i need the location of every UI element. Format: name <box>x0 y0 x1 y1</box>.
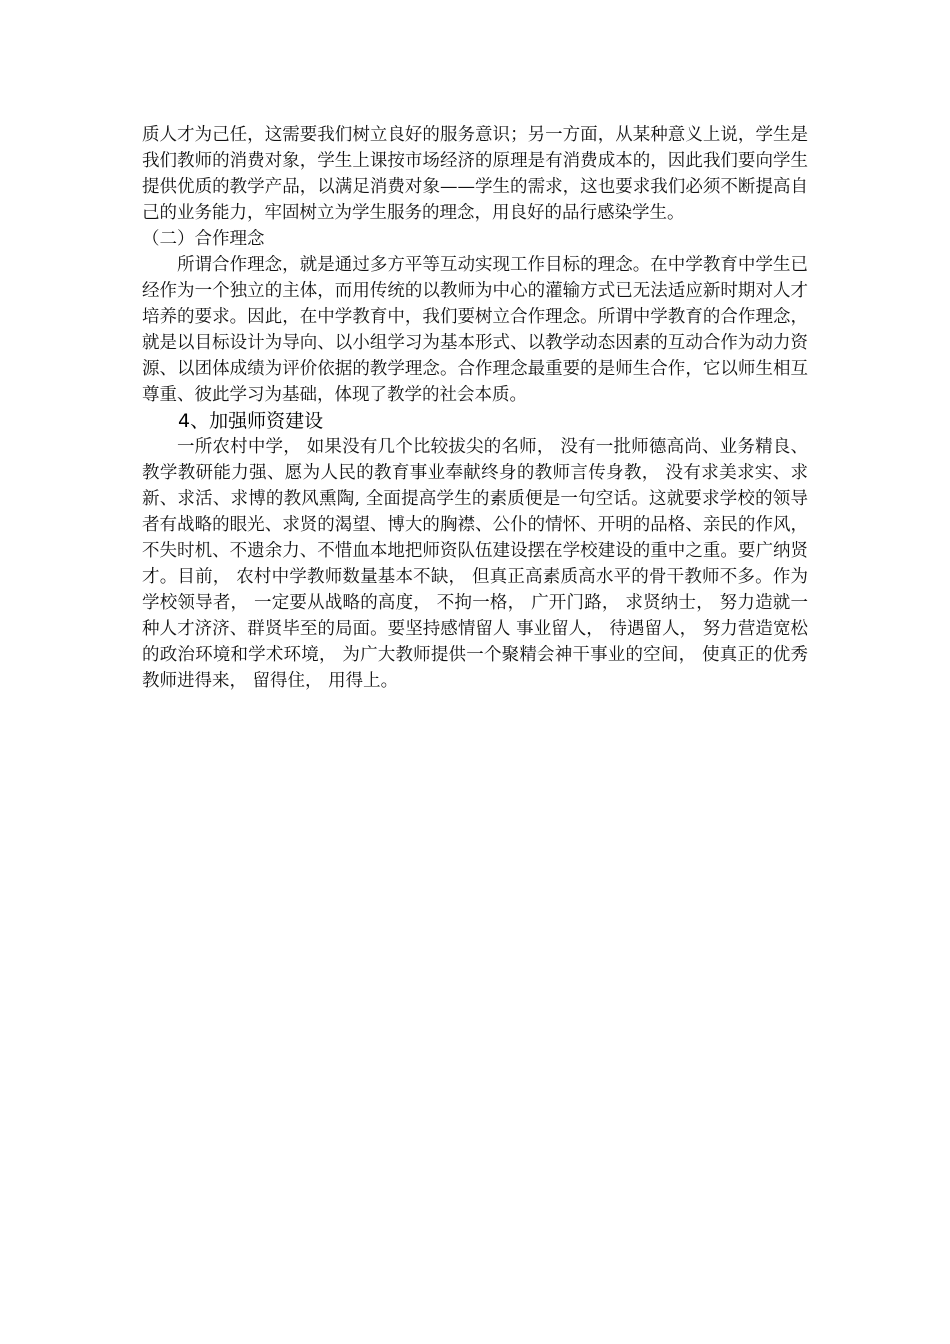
teacher-development-paragraph: 一所农村中学， 如果没有几个比较拔尖的名师， 没有一批师德高尚、业务精良、教学教研能力强、愿为人民的教育事业奉献终身的教师言传身教， 没有求美求实、求新、求活、求博的教风熏陶, 全面提高学生的素质便是一句空话。这就要求学校的领导者有战略的眼光、求贤的渴望、博大的胸襟、公仆的情怀、开明的品格、亲民的作风， 不失时机、不遗余力、不惜血本地把师资队伍建设摆在学校建设的重中之重。要广纳贤才。目前， 农村中学教师数量基本不缺， 但真正高素质高水平的骨干教师不多。作为学校领导者， 一定要从战略的高度， 不拘一格， 广开门路， 求贤纳士， 努力造就一种人才济济、群贤毕至的局面。要坚持感情留人 事业留人， 待遇留人， 努力营造宽松的政治环境和学术环境， 为广大教师提供一个聚精会神干事业的空间， 使真正的优秀教师进得来， 留得住， 用得上。 <box>142 437 808 691</box>
cooperation-concept-paragraph: 所谓合作理念，就是通过多方平等互动实现工作目标的理念。在中学教育中学生已经作为一个独立的主体，而用传统的以教师为中心的灌输方式已无法适应新时期对人才培养的要求。因此，在中学教育中，我们要树立合作理念。所谓中学教育的合作理念，就是以目标设计为导向、以小组学习为基本形式、以教学动态因素的互动合作为动力资源、以团体成绩为评价依据的教学理念。合作理念最重要的是师生合作，它以师生相互尊重、彼此学习为基础，体现了教学的社会本质。 <box>142 255 808 405</box>
service-concept-paragraph: 质人才为己任，这需要我们树立良好的服务意识；另一方面，从某种意义上说，学生是我们教师的消费对象，学生上课按市场经济的原理是有消费成本的，因此我们要向学生提供优质的教学产品，以满足消费对象——学生的需求，这也要求我们必须不断提高自己的业务能力，牢固树立为学生服务的理念，用良好的品行感染学生。 <box>142 125 808 223</box>
teacher-development-heading: 4、加强师资建设 <box>178 410 324 432</box>
document-body <box>142 122 808 694</box>
cooperation-concept-subheading: （二）合作理念 <box>142 229 265 249</box>
